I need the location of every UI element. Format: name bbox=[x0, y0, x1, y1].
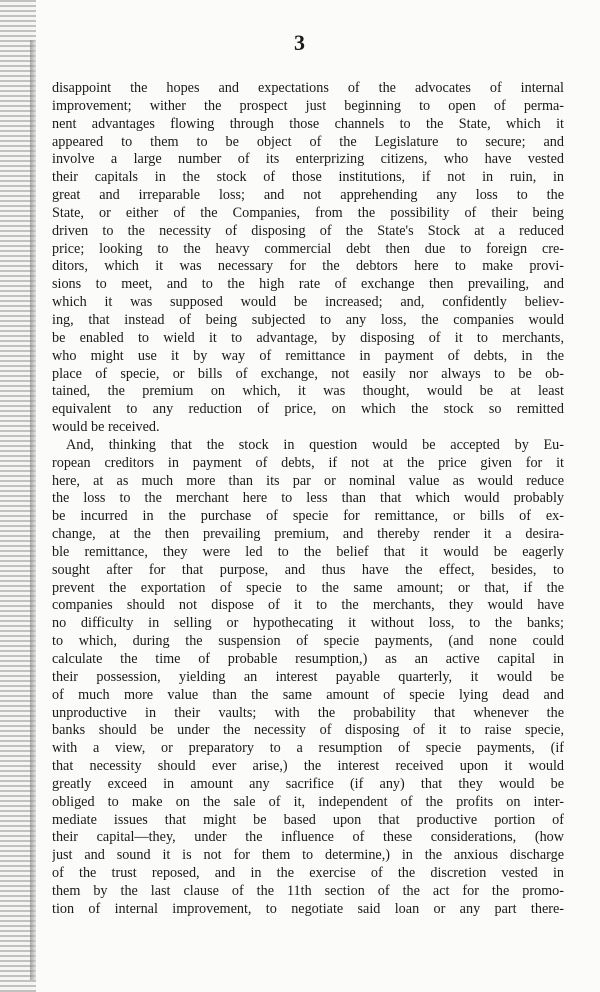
text-line: And, thinking that the stock in question would be accepted by Eu- bbox=[66, 436, 564, 453]
text-line: State, or either of the Companies, from the possibility of their being bbox=[52, 204, 564, 221]
text-line: disappoint the hopes and expectations of the advocates of internal bbox=[52, 80, 564, 96]
text-line: with a view, or preparatory to a resumption of specie payments, (if bbox=[52, 740, 564, 757]
text-line: of much more value than the same amount of specie lying dead and bbox=[52, 686, 564, 703]
text-line: improvement; wither the prospect just beginning to open of perma- bbox=[52, 97, 564, 114]
text-line: place of specie, or bills of exchange, not easily nor always to be ob- bbox=[52, 365, 564, 382]
page-number: 3 bbox=[294, 30, 306, 55]
text-line: of the trust reposed, and in the exercise of the discretion vested in bbox=[52, 865, 564, 882]
text-line: mediate issues that might be based upon that productive portion of bbox=[52, 811, 564, 828]
text-line: equivalent to any reduction of price, on which the stock so remitted bbox=[52, 401, 564, 418]
text-line: that necessity should ever arise,) the interest received upon it would bbox=[52, 758, 564, 775]
text-line: be incurred in the purchase of specie for remittance, or bills of ex- bbox=[52, 508, 564, 525]
binding-edge bbox=[30, 40, 36, 980]
text-line: price; looking to the heavy commercial debt then due to foreign cre- bbox=[52, 240, 564, 257]
text-line: to which, during the suspension of specie payments, (and none could bbox=[52, 633, 564, 650]
text-line: change, at the then prevailing premium, and thereby render it a desira- bbox=[52, 526, 564, 543]
text-line: their possession, yielding an interest payable quarterly, it would be bbox=[52, 668, 564, 685]
text-line: companies should not dispose of it to the merchants, they would have bbox=[52, 597, 564, 614]
text-line: tion of internal improvement, to negotiate said loan or any part there- bbox=[52, 900, 564, 917]
text-line: calculate the time of probable resumption,) as an active capital in bbox=[52, 651, 564, 667]
text-line: just and sound it is not for them to determine,) in the anxious discharge bbox=[52, 847, 564, 864]
text-line: ditors, which it was necessary for the debtors here to make provi- bbox=[52, 258, 564, 275]
text-line: unproductive in their vaults; with the probability that whenever the bbox=[52, 704, 564, 721]
text-line: their capital—they, under the influence of these considerations, (how bbox=[52, 829, 564, 846]
text-line: appeared to them to be object of the Legislature to secure; and bbox=[52, 133, 564, 150]
text-line: be enabled to wield it to advantage, by disposing of it to merchants, bbox=[52, 329, 564, 346]
text-line: tained, the premium on which, it was thought, would be at least bbox=[52, 383, 564, 400]
text-line: involve a large number of its enterprizing citizens, who have vested bbox=[52, 151, 564, 168]
text-line: nent advantages flowing through those channels to the State, which it bbox=[52, 115, 564, 132]
body-text bbox=[52, 80, 564, 919]
text-line: here, at as much more than its par or nominal value as would reduce bbox=[52, 472, 564, 489]
text-line: ing, that instead of being subjected to any loss, the companies would bbox=[52, 311, 564, 328]
text-line: ropean creditors in payment of debts, if not at the price given for it bbox=[52, 454, 564, 471]
text-line: sought after for that purpose, and thus have the effect, besides, to bbox=[52, 561, 564, 578]
text-line: sions to meet, and to the high rate of exchange then prevailing, and bbox=[52, 276, 564, 293]
text-line: banks should be under the necessity of disposing of it to raise specie, bbox=[52, 722, 564, 739]
text-line: who might use it by way of remittance in payment of debts, in the bbox=[52, 347, 564, 364]
text-line: obliged to make on the sale of it, independent of the profits on inter- bbox=[52, 793, 564, 810]
text-line: them by the last clause of the 11th section of the act for the promo- bbox=[52, 882, 564, 899]
text-line: which it was supposed would be increased; and, confidently believ- bbox=[52, 294, 564, 311]
text-line: would be received. bbox=[52, 419, 160, 436]
text-line: great and irreparable loss; and not apprehending any loss to the bbox=[52, 187, 564, 204]
text-line: prevent the exportation of specie to the same amount; or that, if the bbox=[52, 579, 564, 596]
text-line: no difficulty in selling or hypothecating it without loss, to the banks; bbox=[52, 615, 564, 632]
text-line: driven to the necessity of disposing of the State's Stock at a reduced bbox=[52, 222, 564, 239]
text-line: their capitals in the stock of those institutions, if not in ruin, in bbox=[52, 169, 564, 186]
text-line: ble remittance, they were led to the belief that it would be eagerly bbox=[52, 543, 564, 560]
paragraph-2 bbox=[52, 437, 564, 919]
text-line: greatly exceed in amount any sacrifice (if any) that they would be bbox=[52, 775, 564, 792]
paragraph-1 bbox=[52, 80, 564, 437]
text-line: the loss to the merchant here to less than that which would probably bbox=[52, 490, 564, 507]
